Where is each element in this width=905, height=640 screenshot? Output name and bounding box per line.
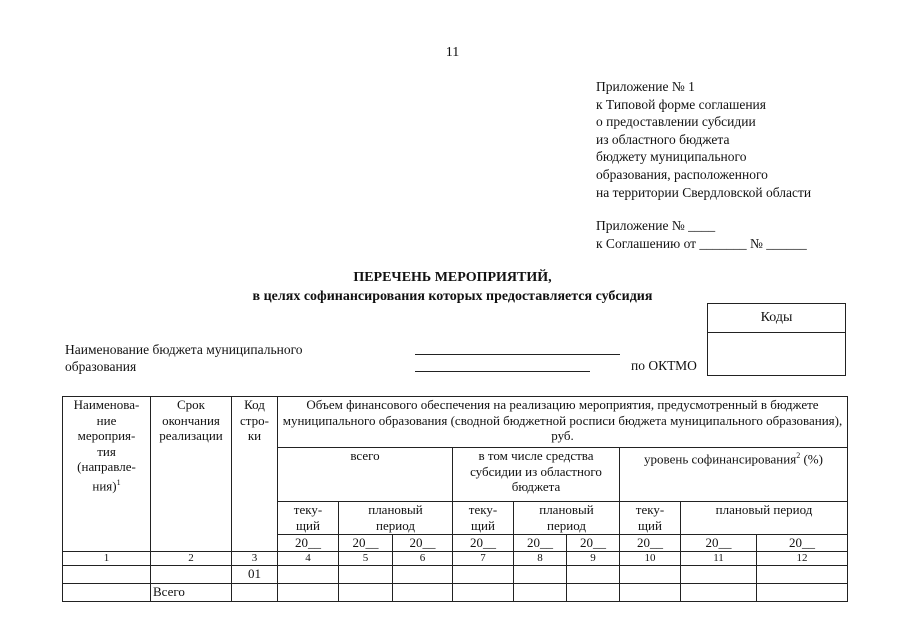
header-measure-name: Наименова- ние мероприя- тия (направле- ния)$^1$	[63, 397, 151, 552]
codes-box	[707, 303, 846, 376]
table-cell[interactable]	[453, 583, 514, 601]
header-planned-period: плановый период	[339, 502, 453, 535]
table-cell[interactable]	[339, 565, 393, 583]
appendix-1-block	[596, 78, 811, 201]
header-current-year: теку- щий	[278, 502, 339, 535]
column-number: 9	[567, 551, 620, 565]
table-cell[interactable]	[757, 583, 848, 601]
column-number: 8	[514, 551, 567, 565]
table-cell[interactable]	[681, 565, 757, 583]
column-number: 10	[620, 551, 681, 565]
table-cell[interactable]	[620, 583, 681, 601]
table-cell[interactable]	[620, 565, 681, 583]
column-number: 6	[393, 551, 453, 565]
table-cell[interactable]	[63, 583, 151, 601]
header-total: всего	[278, 448, 453, 502]
table-row	[63, 565, 848, 583]
column-number: 3	[232, 551, 278, 565]
budget-label-line-2: образования	[65, 359, 137, 374]
column-number: 2	[151, 551, 232, 565]
column-number: 5	[339, 551, 393, 565]
table-cell[interactable]	[514, 565, 567, 583]
header-line-code: Код стро- ки	[232, 397, 278, 552]
total-row-label: Всего	[151, 583, 232, 601]
budget-name-label	[65, 341, 303, 375]
year-cell: 20__	[278, 535, 339, 552]
oktmo-label: по ОКТМО	[631, 358, 697, 373]
appendix-1-line: из областного бюджета	[596, 131, 730, 147]
header-funding-volume: Объем финансового обеспечения на реализацию мероприятия, предусмотренный в бюджете муниципального образования (сводной бюджетной росписи бюджета муниципального образования), руб.	[278, 397, 848, 448]
table-cell[interactable]	[567, 565, 620, 583]
year-cell: 20__	[453, 535, 514, 552]
table-cell[interactable]	[63, 565, 151, 583]
appendix-1-line: бюджету муниципального	[596, 149, 747, 165]
appendix-agreement-line: к Соглашению от _______ № ______	[596, 235, 807, 251]
header-planned-period: плановый период	[681, 502, 848, 535]
header-cofinancing-level: уровень софинансирования$^2$ (%)	[620, 448, 848, 502]
table-cell[interactable]	[278, 565, 339, 583]
appendix-1-line: к Типовой форме соглашения	[596, 96, 766, 112]
table-cell[interactable]	[567, 583, 620, 601]
year-cell: 20__	[757, 535, 848, 552]
table-row	[63, 583, 848, 601]
title-line-1: ПЕРЕЧЕНЬ МЕРОПРИЯТИЙ,	[353, 270, 552, 285]
table-cell[interactable]	[339, 583, 393, 601]
year-cell: 20__	[620, 535, 681, 552]
budget-label-line-1: Наименование бюджета муниципального	[65, 342, 303, 357]
page-number: 11	[445, 45, 460, 60]
appendix-agreement-block	[596, 217, 807, 252]
row-code-cell: 01	[232, 565, 278, 583]
table-cell[interactable]	[393, 565, 453, 583]
appendix-1-line: образования, расположенного	[596, 166, 768, 182]
column-number: 11	[681, 551, 757, 565]
appendix-1-line: Приложение № 1	[596, 79, 695, 94]
appendix-1-line: на территории Свердловской области	[596, 184, 812, 200]
column-number: 12	[757, 551, 848, 565]
header-completion-term: Срок окончания реализации	[151, 397, 232, 552]
budget-name-fill-line-1	[415, 354, 620, 355]
table-cell[interactable]	[278, 583, 339, 601]
year-cell: 20__	[393, 535, 453, 552]
column-number: 4	[278, 551, 339, 565]
appendix-agreement-line: Приложение № ____	[596, 218, 716, 233]
year-cell: 20__	[567, 535, 620, 552]
table-cell[interactable]	[232, 583, 278, 601]
table-cell[interactable]	[151, 565, 232, 583]
measures-table	[62, 396, 848, 602]
header-current-year: теку- щий	[453, 502, 514, 535]
budget-name-fill-line-2	[415, 371, 590, 372]
table-cell[interactable]	[514, 583, 567, 601]
year-cell: 20__	[681, 535, 757, 552]
year-cell: 20__	[514, 535, 567, 552]
appendix-1-line: о предоставлении субсидии	[596, 114, 756, 130]
header-current-year: теку- щий	[620, 502, 681, 535]
title-line-2: в целях софинансирования которых предоставляется субсидия	[252, 289, 653, 304]
header-planned-period: плановый период	[514, 502, 620, 535]
year-cell: 20__	[339, 535, 393, 552]
table-cell[interactable]	[453, 565, 514, 583]
header-subsidy-share: в том числе средства субсидии из областного бюджета	[453, 448, 620, 502]
table-cell[interactable]	[757, 565, 848, 583]
table-cell[interactable]	[681, 583, 757, 601]
table-cell[interactable]	[393, 583, 453, 601]
column-number: 7	[453, 551, 514, 565]
document-title	[0, 268, 905, 306]
column-number: 1	[63, 551, 151, 565]
codes-header: Коды	[708, 304, 845, 333]
